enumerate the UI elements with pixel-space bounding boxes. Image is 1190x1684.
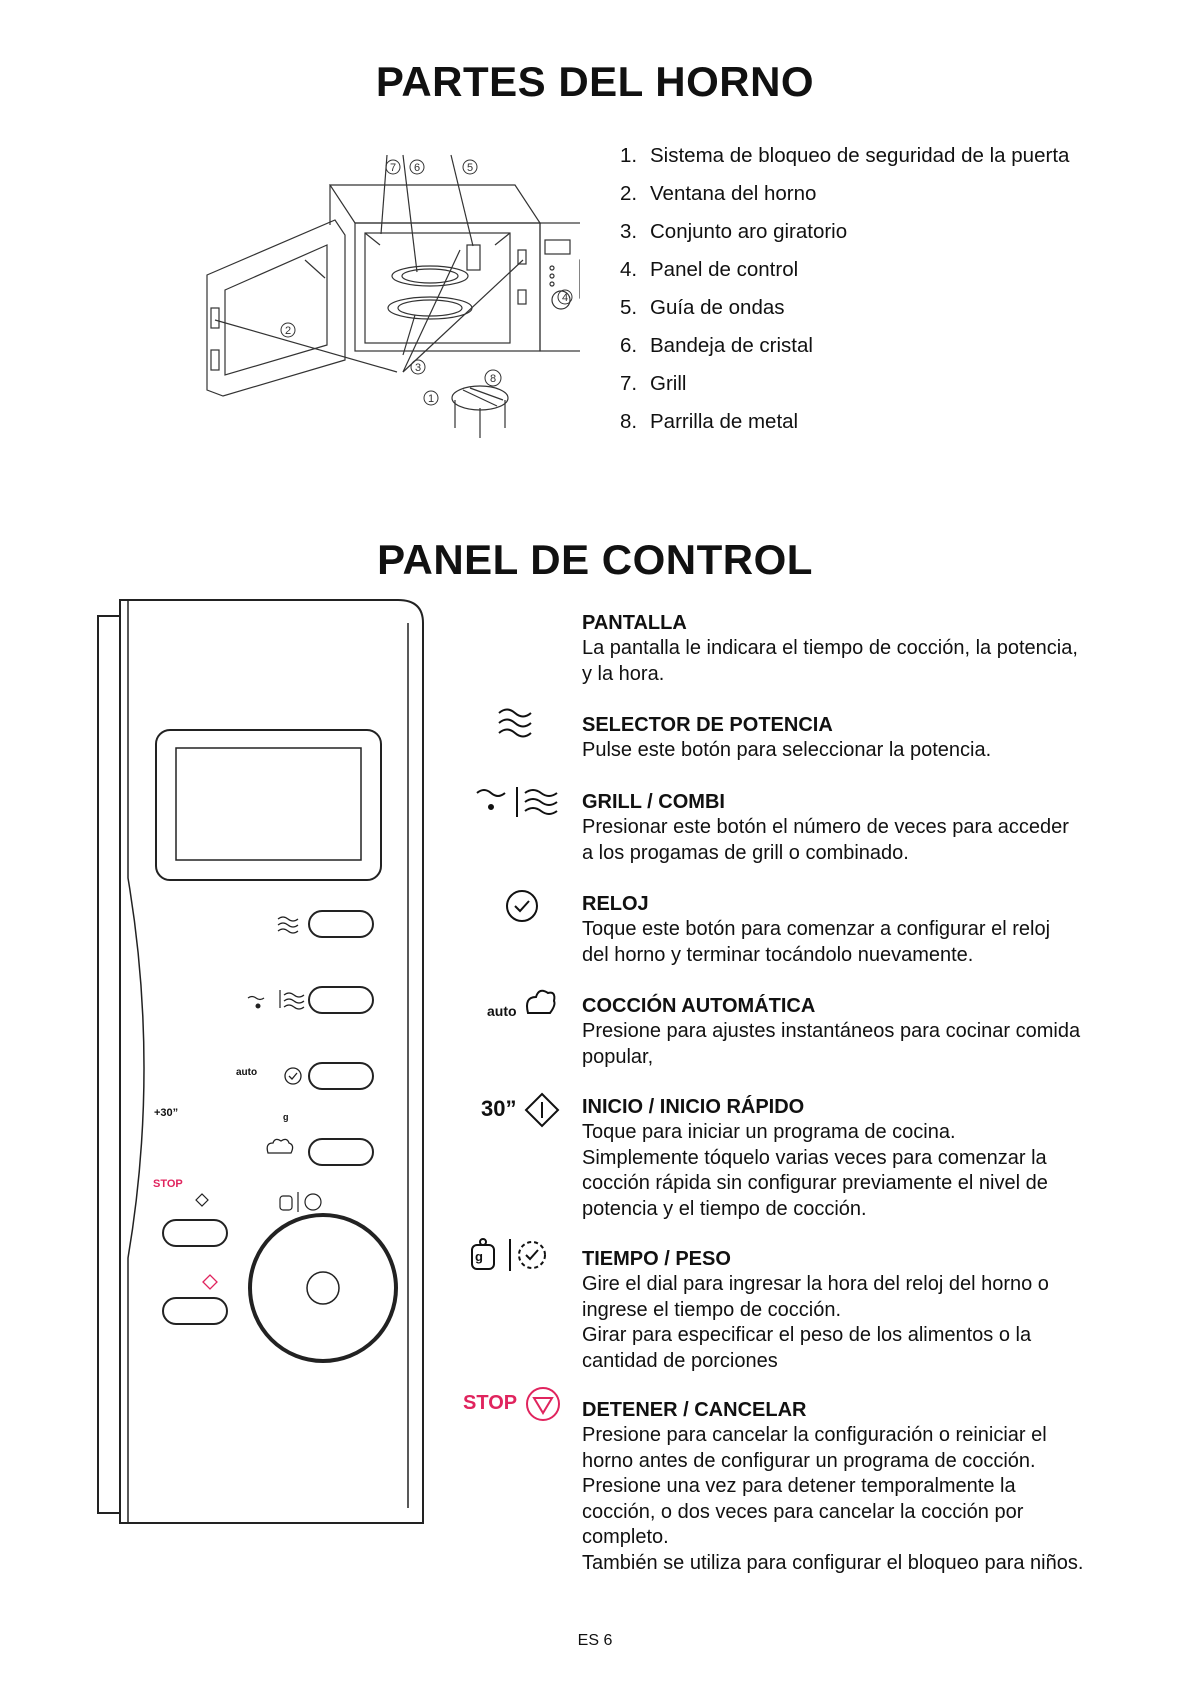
auto-label: auto bbox=[487, 1003, 517, 1019]
svg-text:3: 3 bbox=[414, 362, 422, 374]
control-desc: Toque para iniciar un programa de cocina. Simplemente tóquelo varias veces para comenzar la cocción rápida sin configurar previamente el nivel de potencia y el tiempo de cocción. bbox=[582, 1121, 1048, 1220]
svg-text:1: 1 bbox=[427, 393, 435, 405]
control-desc: Toque este botón para comenzar a configurar el reloj del horno y terminar tocándolo nuevamente. bbox=[582, 918, 1051, 966]
list-item: 2. Ventana del horno bbox=[620, 182, 817, 205]
control-title: SELECTOR DE POTENCIA bbox=[582, 714, 833, 736]
control-auto-cook bbox=[582, 993, 1142, 1070]
svg-text:7: 7 bbox=[389, 162, 397, 174]
control-title: PANTALLA bbox=[582, 612, 687, 634]
control-power bbox=[582, 712, 1142, 764]
control-title: GRILL / COMBI bbox=[582, 791, 725, 813]
svg-text:5: 5 bbox=[466, 162, 474, 174]
list-item: 3. Conjunto aro giratorio bbox=[620, 220, 848, 243]
quick-start-label: 30” bbox=[481, 1096, 517, 1121]
control-title: DETENER / CANCELAR bbox=[582, 1399, 807, 1421]
parts-list bbox=[620, 143, 1069, 447]
control-title: RELOJ bbox=[582, 893, 649, 915]
control-panel-diagram bbox=[88, 598, 438, 1538]
control-desc: La pantalla le indicara el tiempo de cocción, la potencia, y la hora. bbox=[582, 637, 1078, 685]
control-title: INICIO / INICIO RÁPIDO bbox=[582, 1096, 805, 1118]
chef-hat-icon bbox=[522, 985, 558, 1021]
list-item: 8. Parrilla de metal bbox=[620, 410, 799, 433]
page-number: ES 6 bbox=[577, 1632, 613, 1649]
stop-label: STOP bbox=[463, 1392, 518, 1414]
grill-combi-icon bbox=[475, 785, 560, 825]
control-desc: Pulse este botón para seleccionar la potencia. bbox=[582, 739, 992, 761]
power-icon bbox=[495, 705, 555, 745]
control-display bbox=[582, 610, 1142, 687]
control-start bbox=[582, 1094, 1142, 1222]
stop-small-label: STOP bbox=[153, 1178, 183, 1190]
quick-start-small-label: +30” bbox=[154, 1107, 179, 1119]
list-item: 5. Guía de ondas bbox=[620, 296, 785, 319]
control-desc: Presione para ajustes instantáneos para cocinar comida popular, bbox=[582, 1020, 1081, 1068]
weight-small-label: g bbox=[283, 1112, 289, 1122]
list-item: 7. Grill bbox=[620, 372, 687, 395]
control-title: TIEMPO / PESO bbox=[582, 1248, 731, 1270]
control-time-weight bbox=[582, 1246, 1142, 1374]
svg-text:4: 4 bbox=[561, 292, 569, 304]
oven-diagram bbox=[205, 150, 580, 470]
list-item: 1. Sistema de bloqueo de seguridad de la puerta bbox=[620, 144, 1070, 167]
svg-text:8: 8 bbox=[489, 373, 497, 385]
start-icon bbox=[524, 1092, 564, 1132]
clock-icon bbox=[504, 888, 544, 928]
control-desc: Gire el dial para ingresar la hora del reloj del horno o ingrese el tiempo de cocción. Girar para especificar el peso de los alimentos o la cantidad de porciones bbox=[582, 1273, 1049, 1372]
stop-icon bbox=[525, 1386, 565, 1426]
section-title-panel: PANEL DE CONTROL bbox=[377, 536, 813, 583]
weight-time-icon bbox=[470, 1237, 560, 1277]
control-desc: Presione para cancelar la configuración o reiniciar el horno antes de configurar un programa de cocción. Presione una vez para detener temporalmente la cocción, o dos veces para cancelar la cocción por completo. También se utiliza para configurar el bloqueo para niños. bbox=[582, 1424, 1084, 1574]
auto-small-label: auto bbox=[236, 1067, 258, 1078]
control-clock bbox=[582, 891, 1142, 968]
svg-text:6: 6 bbox=[413, 162, 421, 174]
control-grill-combi bbox=[582, 789, 1142, 866]
list-item: 6. Bandeja de cristal bbox=[620, 334, 813, 357]
list-item: 4. Panel de control bbox=[620, 258, 799, 281]
section-title-parts: PARTES DEL HORNO bbox=[375, 58, 815, 105]
svg-text:2: 2 bbox=[284, 325, 292, 337]
control-desc: Presionar este botón el número de veces para acceder a los progamas de grill o combinado. bbox=[582, 816, 1069, 864]
control-title: COCCIÓN AUTOMÁTICA bbox=[582, 995, 816, 1017]
control-stop bbox=[582, 1397, 1142, 1576]
weight-label: g bbox=[475, 1249, 483, 1264]
